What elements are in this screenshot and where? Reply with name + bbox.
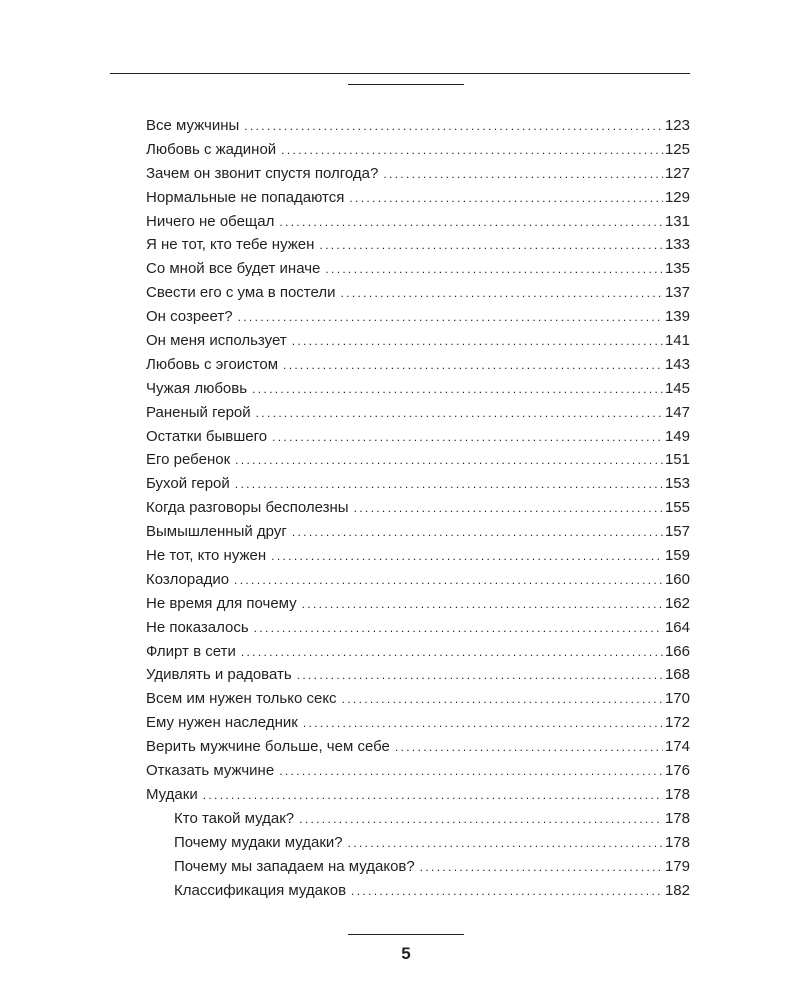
toc-entry-title: Почему мы западаем на мудаков? bbox=[174, 857, 415, 875]
toc-entry-page: 178 bbox=[664, 785, 690, 803]
toc-entry-page: 123 bbox=[664, 117, 690, 134]
toc-entry-title: Чужая любовь bbox=[146, 379, 248, 397]
toc-entry-page: 182 bbox=[664, 881, 690, 899]
toc-entry bbox=[146, 663, 690, 687]
toc-entry-page: 151 bbox=[664, 451, 690, 469]
toc-dot-leader bbox=[354, 497, 663, 521]
toc-entry-title: Ничего не обещал bbox=[146, 212, 275, 230]
toc-entry-page: 145 bbox=[664, 379, 690, 397]
toc-entry-page: 147 bbox=[664, 403, 690, 421]
toc-entry bbox=[146, 353, 690, 377]
toc-entry-page: 168 bbox=[664, 666, 690, 684]
toc-entry bbox=[146, 162, 690, 186]
toc-entry bbox=[146, 568, 690, 592]
toc-entry-page: 139 bbox=[664, 308, 690, 326]
toc-entry-title: Ему нужен наследник bbox=[146, 714, 298, 732]
toc-entry-title: Бухой герой bbox=[146, 475, 230, 493]
toc-entry-title: Козлорадио bbox=[146, 570, 230, 588]
toc-dot-leader bbox=[395, 736, 663, 760]
toc-entry-page: 162 bbox=[664, 594, 690, 612]
toc-entry-title: Флирт в сети bbox=[146, 642, 236, 660]
toc-entry-page: 178 bbox=[664, 809, 690, 827]
toc-dot-leader bbox=[348, 832, 663, 856]
toc-entry-title: Классификация мудаков bbox=[174, 881, 347, 899]
toc-entry bbox=[146, 783, 690, 807]
footer-rule bbox=[348, 934, 464, 935]
toc-entry-title: Отказать мужчине bbox=[146, 762, 275, 780]
toc-dot-leader bbox=[383, 163, 663, 187]
toc-entry-title: Не время для почему bbox=[146, 594, 297, 612]
toc-entry-title: Вымышленный друг bbox=[146, 523, 287, 541]
toc-dot-leader bbox=[281, 139, 663, 163]
toc-entry bbox=[146, 401, 690, 425]
toc-dot-leader bbox=[341, 282, 663, 306]
toc-entry bbox=[146, 544, 690, 568]
toc-entry-page: 141 bbox=[664, 332, 690, 350]
toc-entry-title: Я не тот, кто тебе нужен bbox=[146, 236, 315, 254]
toc-entry bbox=[146, 616, 690, 640]
toc-dot-leader bbox=[297, 664, 663, 688]
toc-entry-title: Почему мудаки мудаки? bbox=[174, 833, 343, 851]
toc-entry-title: Он созреет? bbox=[146, 308, 233, 326]
page-number: 5 bbox=[401, 944, 411, 963]
toc-entry-page: 135 bbox=[664, 260, 690, 278]
toc-dot-leader bbox=[351, 880, 663, 904]
toc-dot-leader bbox=[325, 258, 663, 282]
toc-entry bbox=[146, 592, 690, 616]
toc-entry-title: Нормальные не попадаются bbox=[146, 188, 345, 206]
toc-dot-leader bbox=[279, 211, 663, 235]
table-of-contents bbox=[146, 114, 690, 902]
toc-entry-page: 172 bbox=[664, 714, 690, 732]
toc-entry-page: 131 bbox=[664, 212, 690, 230]
toc-entry-page: 157 bbox=[664, 523, 690, 541]
toc-entry bbox=[146, 138, 690, 162]
toc-dot-leader bbox=[349, 187, 663, 211]
toc-entry-title: Свести его с ума в постели bbox=[146, 284, 336, 302]
toc-entry-title: Не показалось bbox=[146, 618, 249, 636]
toc-dot-leader bbox=[279, 760, 663, 784]
toc-dot-leader bbox=[272, 426, 663, 450]
toc-entry-title: Со мной все будет иначе bbox=[146, 260, 321, 278]
toc-entry-page: 143 bbox=[664, 355, 690, 373]
toc-entry-page: 137 bbox=[664, 284, 690, 302]
toc-dot-leader bbox=[203, 784, 663, 808]
toc-entry bbox=[146, 233, 690, 257]
toc-entry-page: 155 bbox=[664, 499, 690, 517]
toc-entry bbox=[146, 735, 690, 759]
toc-dot-leader bbox=[241, 641, 663, 665]
toc-entry bbox=[146, 329, 690, 353]
toc-dot-leader bbox=[244, 115, 663, 139]
toc-entry-title: Все мужчины bbox=[146, 117, 240, 134]
toc-entry bbox=[146, 496, 690, 520]
toc-entry bbox=[146, 114, 690, 138]
toc-entry-title: Кто такой мудак? bbox=[174, 809, 295, 827]
toc-dot-leader bbox=[420, 856, 663, 880]
toc-dot-leader bbox=[292, 521, 663, 545]
toc-entry-title: Зачем он звонит спустя полгода? bbox=[146, 164, 379, 182]
toc-entry bbox=[146, 711, 690, 735]
toc-dot-leader bbox=[319, 234, 663, 258]
toc-entry-page: 149 bbox=[664, 427, 690, 445]
toc-entry bbox=[146, 520, 690, 544]
toc-entry-page: 127 bbox=[664, 164, 690, 182]
toc-dot-leader bbox=[303, 712, 663, 736]
toc-entry-page: 164 bbox=[664, 618, 690, 636]
toc-entry bbox=[146, 448, 690, 472]
toc-entry-page: 159 bbox=[664, 547, 690, 565]
toc-entry bbox=[146, 759, 690, 783]
toc-entry-page: 129 bbox=[664, 188, 690, 206]
toc-entry-title: Остатки бывшего bbox=[146, 427, 268, 445]
toc-entry-page: 160 bbox=[664, 570, 690, 588]
toc-dot-leader bbox=[256, 402, 663, 426]
toc-subentry bbox=[146, 855, 690, 879]
toc-entry bbox=[146, 257, 690, 281]
toc-dot-leader bbox=[234, 569, 663, 593]
toc-subentry bbox=[146, 879, 690, 903]
toc-entry bbox=[146, 281, 690, 305]
toc-entry-page: 133 bbox=[664, 236, 690, 254]
toc-entry-page: 166 bbox=[664, 642, 690, 660]
toc-entry bbox=[146, 640, 690, 664]
toc-entry-title: Раненый герой bbox=[146, 403, 251, 421]
toc-entry bbox=[146, 425, 690, 449]
toc-entry-title: Не тот, кто нужен bbox=[146, 547, 267, 565]
header-short-rule bbox=[348, 84, 464, 85]
toc-entry-page: 153 bbox=[664, 475, 690, 493]
toc-entry-title: Он меня использует bbox=[146, 332, 287, 350]
toc-dot-leader bbox=[302, 593, 663, 617]
toc-dot-leader bbox=[235, 449, 663, 473]
toc-entry-page: 174 bbox=[664, 738, 690, 756]
toc-dot-leader bbox=[292, 330, 663, 354]
toc-entry bbox=[146, 377, 690, 401]
toc-entry-page: 179 bbox=[664, 857, 690, 875]
toc-entry-page: 176 bbox=[664, 762, 690, 780]
toc-entry bbox=[146, 687, 690, 711]
toc-entry-title: Всем им нужен только секс bbox=[146, 690, 337, 708]
toc-entry-title: Любовь с жадиной bbox=[146, 140, 277, 158]
toc-dot-leader bbox=[238, 306, 663, 330]
toc-entry-page: 170 bbox=[664, 690, 690, 708]
toc-dot-leader bbox=[283, 354, 663, 378]
toc-entry-title: Любовь с эгоистом bbox=[146, 355, 279, 373]
toc-dot-leader bbox=[252, 378, 663, 402]
toc-dot-leader bbox=[342, 688, 663, 712]
toc-subentry bbox=[146, 831, 690, 855]
toc-entry-title: Его ребенок bbox=[146, 451, 231, 469]
toc-entry bbox=[146, 472, 690, 496]
toc-entry bbox=[146, 210, 690, 234]
toc-dot-leader bbox=[271, 545, 663, 569]
toc-dot-leader bbox=[254, 617, 663, 641]
toc-dot-leader bbox=[299, 808, 663, 832]
toc-entry-title: Верить мужчине больше, чем себе bbox=[146, 738, 390, 756]
toc-entry-page: 125 bbox=[664, 140, 690, 158]
toc-entry-page: 178 bbox=[664, 833, 690, 851]
toc-entry-title: Когда разговоры бесполезны bbox=[146, 499, 349, 517]
toc-dot-leader bbox=[235, 473, 663, 497]
header-rule bbox=[110, 73, 690, 74]
toc-entry-title: Удивлять и радовать bbox=[146, 666, 292, 684]
toc-entry bbox=[146, 186, 690, 210]
toc-entry-title: Мудаки bbox=[146, 785, 198, 803]
toc-subentry bbox=[146, 807, 690, 831]
toc-entry bbox=[146, 305, 690, 329]
